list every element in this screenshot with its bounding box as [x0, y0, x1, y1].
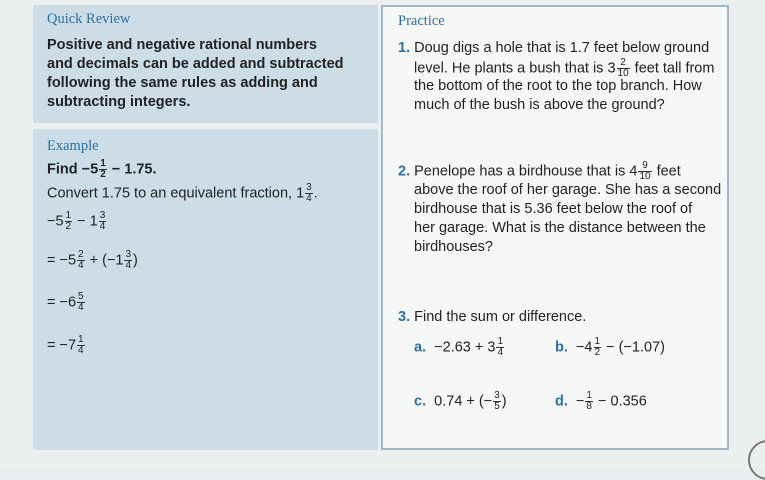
- fraction: $\frac{3}{5}$: [494, 390, 500, 412]
- fraction: $\frac{9}{10}$: [639, 160, 651, 182]
- example-step-1: −5 $\frac{1}{2}$ − 1 $\frac{3}{4}$: [47, 210, 106, 232]
- practice-q2-line-4: her garage. What is the distance between the: [414, 220, 706, 236]
- fraction: $\frac{3}{4}$: [125, 249, 132, 271]
- practice-q2-line-2: above the roof of her garage. She has a second: [414, 182, 722, 198]
- fraction: $\frac{5}{4}$: [78, 291, 84, 313]
- practice-q2-line-5: birdhouses?: [414, 239, 493, 255]
- question-number: 3.: [398, 309, 411, 325]
- quick-review-box: [33, 5, 378, 123]
- practice-q3-part-c: c. 0.74 + (− $\frac{3}{5}$ ): [414, 390, 507, 412]
- quick-review-line-2: and decimals can be added and subtracted: [47, 56, 344, 72]
- left-panel: [33, 5, 378, 450]
- quick-review-line-3: following the same rules as adding and: [47, 75, 318, 91]
- practice-q3-part-a: a. −2.63 + 3 $\frac{1}{4}$: [414, 336, 503, 358]
- example-convert: Convert 1.75 to an equivalent fraction, 1 $\frac{3}{4}$ .: [47, 182, 318, 204]
- fraction: $\frac{1}{2}$: [65, 210, 72, 232]
- practice-panel: [381, 5, 729, 450]
- practice-q2-line-1: 2. Penelope has a birdhouse that is 4 $\frac{9}{10}$ feet: [398, 160, 681, 182]
- fraction: $\frac{2}{10}$: [617, 57, 629, 79]
- practice-q1-line-3: the bottom of the root to the top branch. How: [414, 78, 702, 94]
- quick-review-heading: Quick Review: [47, 11, 131, 27]
- quick-review-line-1: Positive and negative rational numbers: [47, 37, 317, 53]
- practice-q1-line-2: level. He plants a bush that is 3 $\frac{2}{10}$ feet tall from: [414, 57, 715, 79]
- practice-q3-part-b: b. −4 $\frac{1}{2}$ − (−1.07): [555, 336, 665, 358]
- example-heading: Example: [47, 138, 99, 154]
- example-find: Find −5 $\frac{1}{2}$ − 1.75.: [47, 158, 157, 180]
- example-step-4: = −7 $\frac{1}{4}$: [47, 334, 84, 356]
- example-step-3: = −6 $\frac{5}{4}$: [47, 291, 84, 313]
- example-box: [33, 129, 378, 450]
- quick-review-line-4: subtracting integers.: [47, 94, 191, 110]
- fraction: $\frac{2}{4}$: [78, 249, 84, 271]
- fraction: $\frac{1}{2}$: [100, 158, 106, 180]
- fraction: $\frac{3}{4}$: [306, 182, 312, 204]
- practice-q2-line-3: birdhouse that is 5.36 feet below the roof of: [414, 201, 693, 217]
- fraction: $\frac{1}{2}$: [594, 336, 601, 358]
- fraction: $\frac{1}{4}$: [497, 336, 503, 358]
- practice-q3-part-d: d. − $\frac{1}{8}$ − 0.356: [555, 390, 647, 412]
- fraction: $\frac{3}{4}$: [99, 210, 106, 232]
- practice-q1-line-4: much of the bush is above the ground?: [414, 97, 665, 113]
- practice-heading: Practice: [398, 13, 445, 29]
- page-curl-decoration: [748, 440, 765, 480]
- example-step-2: = −5 $\frac{2}{4}$ + (−1 $\frac{3}{4}$ ): [47, 249, 138, 271]
- fraction: $\frac{1}{8}$: [586, 390, 592, 412]
- fraction: $\frac{1}{4}$: [78, 334, 84, 356]
- question-number: 2.: [398, 163, 411, 180]
- practice-q3-line: 3. Find the sum or difference.: [398, 309, 587, 325]
- question-number: 1.: [398, 40, 411, 56]
- practice-q1-line-1: 1. Doug digs a hole that is 1.7 feet below ground: [398, 40, 710, 56]
